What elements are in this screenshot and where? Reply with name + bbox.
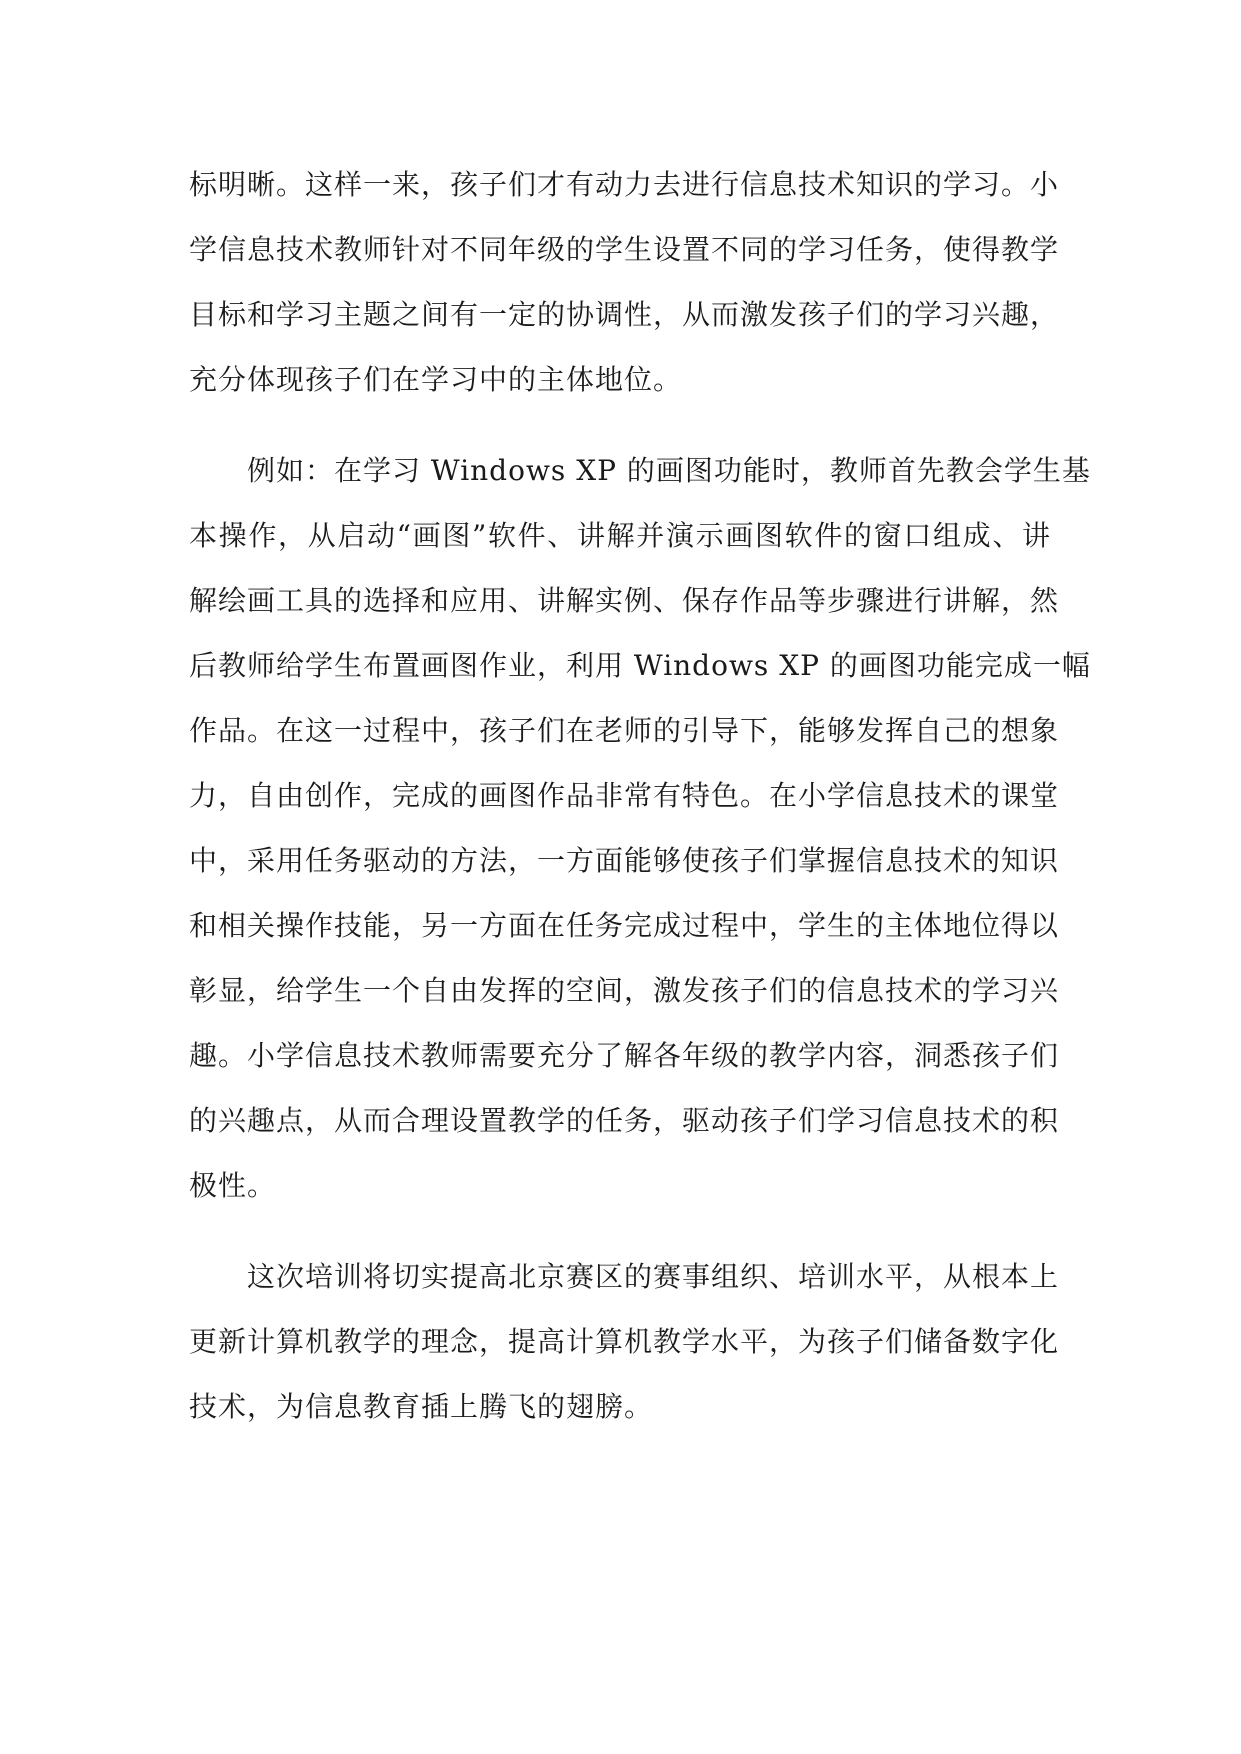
paragraph-line: 力，自由创作，完成的画图作品非常有特色。在小学信息技术的课堂 — [189, 779, 1060, 812]
paragraph-line: 后教师给学生布置画图作业，利用 Windows XP 的画图功能完成一幅 — [189, 649, 1091, 682]
paragraph-line: 极性。 — [189, 1169, 277, 1202]
paragraph-2 — [189, 438, 1091, 1218]
paragraph-line: 解绘画工具的选择和应用、讲解实例、保存作品等步骤进行讲解，然 — [189, 584, 1060, 617]
paragraph-line: 例如：在学习 Windows XP 的画图功能时，教师首先教会学生基 — [247, 454, 1091, 487]
paragraph-line: 目标和学习主题之间有一定的协调性，从而激发孩子们的学习兴趣， — [189, 298, 1060, 331]
paragraph-line: 的兴趣点，从而合理设置教学的任务，驱动孩子们学习信息技术的积 — [189, 1104, 1060, 1137]
paragraph-line: 和相关操作技能，另一方面在任务完成过程中，学生的主体地位得以 — [189, 909, 1060, 942]
paragraph-line: 标明晰。这样一来，孩子们才有动力去进行信息技术知识的学习。小 — [189, 168, 1060, 201]
paragraph-line: 技术，为信息教育插上腾飞的翅膀。 — [189, 1390, 654, 1423]
paragraph-line: 充分体现孩子们在学习中的主体地位。 — [189, 363, 683, 396]
paragraph-3 — [189, 1244, 1060, 1439]
paragraph-line: 更新计算机教学的理念，提高计算机教学水平，为孩子们储备数字化 — [189, 1325, 1060, 1358]
paragraph-line: 中，采用任务驱动的方法，一方面能够使孩子们掌握信息技术的知识 — [189, 844, 1060, 877]
paragraph-line: 作品。在这一过程中，孩子们在老师的引导下，能够发挥自己的想象 — [189, 714, 1060, 747]
paragraph-1 — [189, 152, 1060, 412]
paragraph-line: 彰显，给学生一个自由发挥的空间，激发孩子们的信息技术的学习兴 — [189, 974, 1060, 1007]
paragraph-line: 趣。小学信息技术教师需要充分了解各年级的教学内容，洞悉孩子们 — [189, 1039, 1060, 1072]
paragraph-line: 这次培训将切实提高北京赛区的赛事组织、培训水平，从根本上 — [247, 1260, 1060, 1293]
paragraph-line: 学信息技术教师针对不同年级的学生设置不同的学习任务，使得教学 — [189, 233, 1060, 266]
paragraph-line: 本操作，从启动“画图”软件、讲解并演示画图软件的窗口组成、讲 — [189, 519, 1051, 552]
